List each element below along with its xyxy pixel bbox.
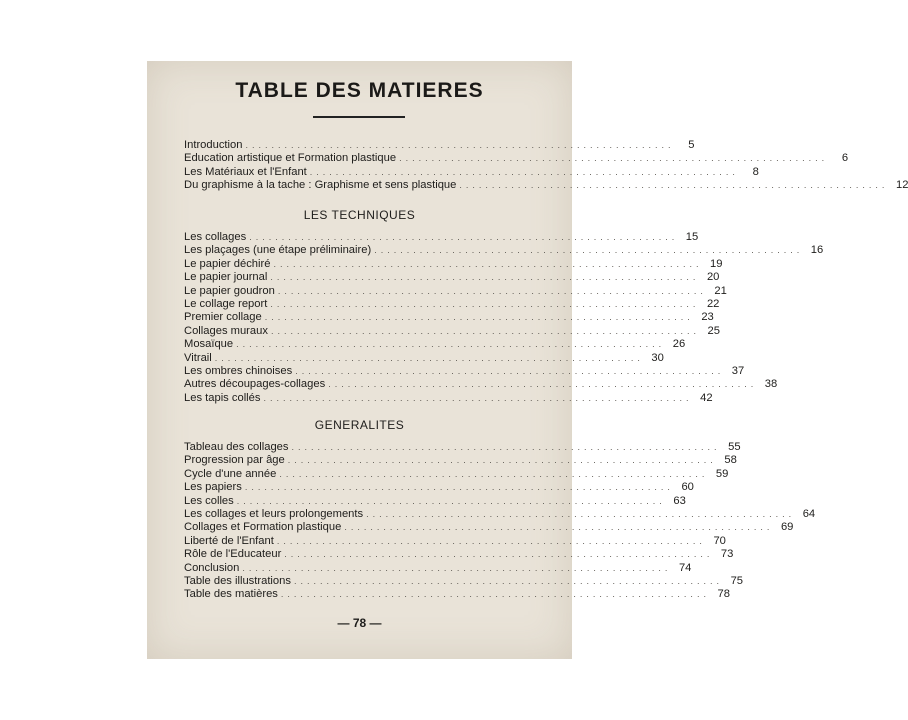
toc-entry: Du graphisme à la tache : Graphisme et sens plastique .................................................................. 12 bbox=[184, 179, 908, 192]
toc-entry-label: Les tapis collés bbox=[184, 391, 261, 404]
toc-entry-label: Conclusion bbox=[184, 561, 240, 574]
toc-entry: Le papier journal .................................................................. 20 bbox=[184, 271, 720, 284]
toc-entry: Liberté de l'Enfant .................................................................. 70 bbox=[184, 534, 726, 547]
toc-entry-label: Cycle d'une année bbox=[184, 467, 277, 480]
toc-entry-page: 19 bbox=[710, 257, 723, 270]
toc-entry: Rôle de l'Educateur .................................................................. 73 bbox=[184, 548, 734, 561]
toc-entry-page: 22 bbox=[706, 297, 720, 310]
toc-entry-label: Les Matériaux et l'Enfant bbox=[184, 165, 307, 178]
toc-entry: Le papier déchiré .................................................................. 19 bbox=[184, 257, 723, 270]
toc-entry-label: Les colles bbox=[184, 494, 234, 507]
toc-entry-label: Collages et Formation plastique bbox=[184, 521, 342, 534]
toc-entry-label: Le papier goudron bbox=[184, 284, 275, 297]
toc-entry: Les papiers .................................................................. 60 bbox=[184, 481, 694, 494]
toc-entry: Collages muraux .................................................................. 25 bbox=[184, 324, 720, 337]
toc-entry-page: 55 bbox=[728, 441, 741, 453]
toc-entry-label: Progression par âge bbox=[184, 454, 285, 467]
page-title: TABLE DES MATIERES bbox=[235, 79, 484, 102]
toc-entry-label: Premier collage bbox=[184, 311, 262, 324]
toc-entry-label: Du graphisme à la tache : Graphisme et sens plastique bbox=[184, 179, 457, 192]
toc-entry-label: Le papier déchiré bbox=[184, 257, 271, 270]
toc-entry-page: 6 bbox=[841, 152, 849, 165]
toc-entry: Education artistique et Formation plastique .................................................................. 6 bbox=[184, 152, 849, 165]
toc-entry: Table des illustrations .................................................................. 75 bbox=[184, 574, 744, 587]
toc-entry-label: Autres découpages-collages bbox=[184, 378, 326, 391]
toc-entry: Les tapis collés .................................................................. 42 bbox=[184, 391, 713, 404]
toc-entry-label: Les collages et leurs prolongements bbox=[184, 507, 364, 520]
section-heading-generalites: GENERALITES bbox=[314, 418, 405, 432]
toc-entry-label: Les collages bbox=[184, 231, 247, 243]
toc-entry-page: 5 bbox=[688, 139, 695, 151]
techniques-list bbox=[184, 231, 824, 405]
toc-entry: Les Matériaux et l'Enfant .................................................................. 8 bbox=[184, 165, 759, 178]
toc-entry-page: 25 bbox=[707, 324, 720, 337]
toc-entry: Autres découpages-collages .................................................................. 38 bbox=[184, 378, 778, 391]
toc-entry: Le collage report .................................................................. 22 bbox=[184, 297, 720, 310]
toc-entry-page: 8 bbox=[752, 165, 759, 178]
toc-entry-page: 38 bbox=[764, 378, 778, 391]
toc-entry-page: 58 bbox=[724, 454, 737, 467]
toc-entry-label: Rôle de l'Educateur bbox=[184, 548, 282, 561]
toc-entry-page: 69 bbox=[780, 521, 794, 534]
toc-entry-label: Les plaçages (une étape préliminaire) bbox=[184, 244, 372, 257]
toc-entry: Introduction .................................................................. 5 bbox=[184, 139, 695, 151]
toc-entry-label: Le collage report bbox=[184, 297, 268, 310]
toc-entry: Tableau des collages .................................................................. 55 bbox=[184, 441, 741, 453]
toc-entry-label: Tableau des collages bbox=[184, 441, 289, 453]
page-number: — 78 — bbox=[337, 616, 382, 630]
book-page bbox=[147, 61, 908, 659]
toc-entry-page: 74 bbox=[678, 561, 692, 574]
toc-entry: Progression par âge .................................................................. 58 bbox=[184, 454, 737, 467]
toc-entry: Vitrail .................................................................. 30 bbox=[184, 351, 664, 364]
toc-entry: Cycle d'une année .................................................................. 59 bbox=[184, 467, 729, 480]
toc-entry: Mosaïque .................................................................. 26 bbox=[184, 338, 686, 351]
toc-entry: Les collages .................................................................. 15 bbox=[184, 231, 699, 243]
toc-entry: Les ombres chinoises .................................................................. 37 bbox=[184, 364, 745, 377]
toc-entry: Premier collage .................................................................. 23 bbox=[184, 311, 714, 324]
toc-entry-page: 75 bbox=[730, 574, 744, 587]
toc-entry: Conclusion .................................................................. 74 bbox=[184, 561, 692, 574]
toc-entry-page: 63 bbox=[673, 494, 686, 507]
toc-entry-page: 64 bbox=[802, 507, 816, 520]
toc-entry-page: 23 bbox=[701, 311, 714, 324]
toc-entry-label: Les ombres chinoises bbox=[184, 364, 293, 377]
toc-entry-page: 12 bbox=[895, 179, 908, 192]
toc-entry-label: Liberté de l'Enfant bbox=[184, 534, 274, 547]
toc-entry-page: 60 bbox=[681, 481, 694, 494]
toc-entry-page: 15 bbox=[685, 231, 699, 243]
title-underline bbox=[313, 116, 405, 118]
toc-entry-page: 30 bbox=[651, 351, 664, 364]
toc-entry-label: Vitrail bbox=[184, 351, 212, 364]
toc-entry-page: 20 bbox=[706, 271, 720, 284]
toc-entry-page: 73 bbox=[720, 548, 734, 561]
toc-entry-page: 42 bbox=[700, 391, 713, 404]
toc-entry-label: Table des matières bbox=[184, 588, 278, 601]
toc-entry-label: Table des illustrations bbox=[184, 574, 291, 587]
toc-entry: Le papier goudron .................................................................. 21 bbox=[184, 284, 727, 297]
toc-entry-page: 37 bbox=[731, 364, 745, 377]
toc-entry: Table des matières .................................................................. 78 bbox=[184, 588, 730, 601]
toc-entry-page: 21 bbox=[714, 284, 727, 297]
toc-entry: Les colles .................................................................. 63 bbox=[184, 494, 686, 507]
toc-entry-label: Le papier journal bbox=[184, 271, 268, 284]
toc-entry-page: 16 bbox=[810, 244, 824, 257]
toc-entry-label: Introduction bbox=[184, 139, 243, 151]
toc-entry-page: 70 bbox=[713, 534, 726, 547]
toc-entry-page: 78 bbox=[717, 588, 730, 601]
toc-entry-label: Collages muraux bbox=[184, 324, 268, 337]
toc-entry: Les collages et leurs prolongements .................................................................. 64 bbox=[184, 507, 816, 520]
section-heading-techniques: LES TECHNIQUES bbox=[303, 208, 416, 222]
intro-list bbox=[184, 139, 908, 193]
generalites-list bbox=[184, 441, 816, 602]
toc-entry-page: 59 bbox=[715, 467, 729, 480]
toc-entry: Les plaçages (une étape préliminaire) .................................................................. 16 bbox=[184, 244, 824, 257]
toc-entry-label: Les papiers bbox=[184, 481, 242, 494]
toc-entry: Collages et Formation plastique .................................................................. 69 bbox=[184, 521, 794, 534]
toc-entry-label: Mosaïque bbox=[184, 338, 234, 351]
toc-entry-page: 26 bbox=[672, 338, 686, 351]
toc-entry-label: Education artistique et Formation plastique bbox=[184, 152, 397, 165]
